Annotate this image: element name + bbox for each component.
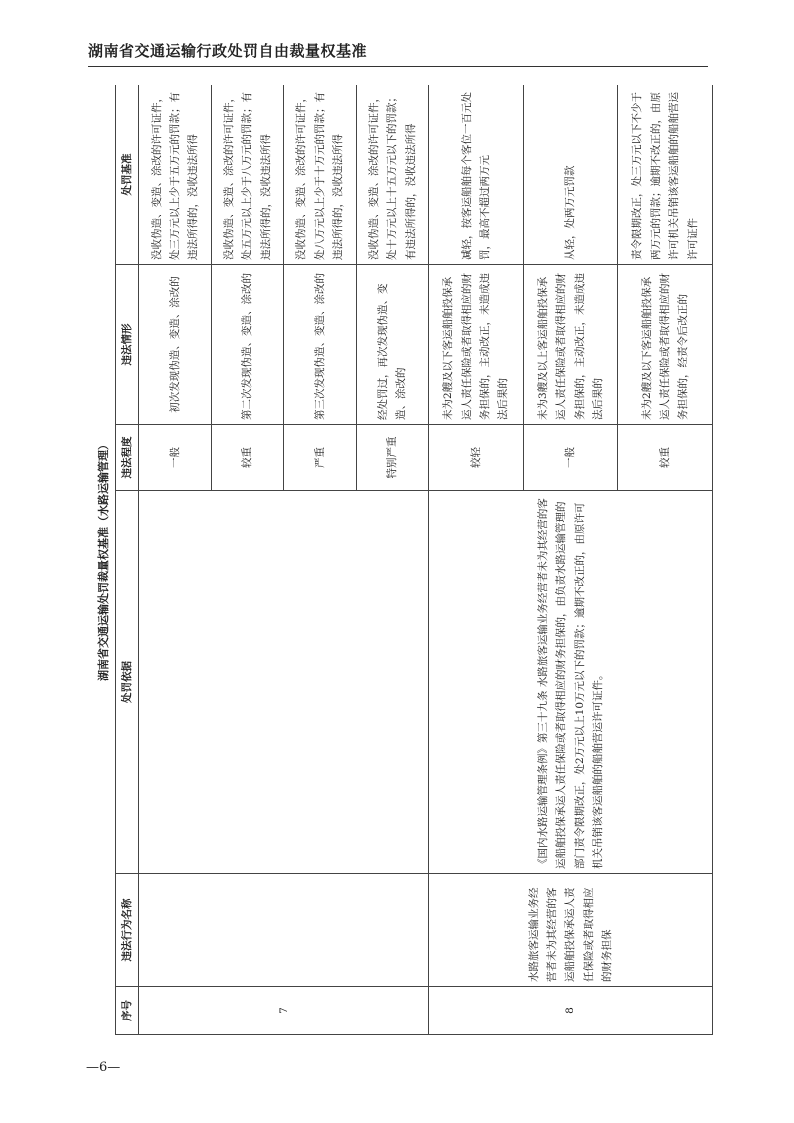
row8-name: 水路旅客运输业务经营者未为其经营的客运船舶投保承运人责任保险或者取得相应的财务担保 <box>429 874 713 987</box>
table-row <box>139 85 211 1035</box>
row8-seq: 8 <box>429 987 713 1035</box>
row7-circumstance: 经处罚过，再次发现伪造、变造、涂改的 <box>356 265 428 425</box>
row7-name <box>139 874 429 987</box>
row7-degree: 较重 <box>211 425 283 491</box>
row7-standard: 没收伪造、变造、涂改的许可证件，处八万元以上少于十万元的罚款；有违法所得的，没收违法所得 <box>284 85 356 265</box>
row8-basis: 《国内水路运输管理条例》第三十九条 水路旅客运输业务经营者未为其经营的客运船舶投保承运人责任保险或者取得相应的财务担保的，由负责水路运输管理的部门责令限期改正，处2万元以上10万元以下的罚款；逾期不改正的，由原许可机关吊销该客运船舶的船舶营运许可证件。 <box>429 491 713 874</box>
row7-standard: 没收伪造、变造、涂改的许可证件，处五万元以上少于八万元的罚款；有违法所得的，没收违法所得 <box>211 85 283 265</box>
table-caption: 湖南省交通运输处罚裁量权基准（水路运输管理） <box>97 439 110 681</box>
row7-circumstance: 第三次发现伪造、变造、涂改的 <box>284 265 356 425</box>
header-seq: 序号 <box>116 987 139 1035</box>
rotated-table-region <box>93 85 713 1035</box>
page-header-title: 湖南省交通运输行政处罚自由裁量权基准 <box>88 42 368 60</box>
penalty-standard-table <box>115 85 713 1035</box>
header-degree: 违法程度 <box>116 425 139 491</box>
header-circumstance: 违法情形 <box>116 265 139 425</box>
row8-degree: 一般 <box>523 425 618 491</box>
table-row <box>429 85 524 1035</box>
row7-standard: 没收伪造、变造、涂改的许可证件，处三万元以上少于五万元的罚款；有违法所得的，没收违法所得 <box>139 85 211 265</box>
rotated-table-canvas <box>93 85 713 1035</box>
row7-seq: 7 <box>139 987 429 1035</box>
header-standard: 处罚基准 <box>116 85 139 265</box>
row8-circumstance: 未为3艘及以上客运船舶投保承运人责任保险或者取得相应的财务担保的，主动改正，未造成违法后果的 <box>523 265 618 425</box>
row8-degree: 较轻 <box>429 425 524 491</box>
header-divider <box>88 66 708 67</box>
row7-circumstance: 第二次发现伪造、变造、涂改的 <box>211 265 283 425</box>
row8-standard: 责令限期改正，处三万元以下不少于两万元的罚款；逾期不改正的，由原许可机关吊销该客运船舶的船舶营运许可证件 <box>618 85 713 265</box>
row7-standard: 没收伪造、变造、涂改的许可证件，处十万元以上十五万元以下的罚款；有违法所得的，没收违法所得 <box>356 85 428 265</box>
row7-basis <box>139 491 429 874</box>
row7-degree: 严重 <box>284 425 356 491</box>
row8-standard: 从轻，处两万元罚款 <box>523 85 618 265</box>
header-basis: 处罚依据 <box>116 491 139 874</box>
row8-circumstance: 未为2艘及以下客运船舶投保承运人责任保险或者取得相应的财务担保的，主动改正，未造成违法后果的 <box>429 265 524 425</box>
header-name: 违法行为名称 <box>116 874 139 987</box>
row7-circumstance: 初次发现伪造、变造、涂改的 <box>139 265 211 425</box>
row7-degree: 特别严重 <box>356 425 428 491</box>
page-number: —6— <box>86 1060 121 1075</box>
table-header-row <box>116 85 139 1035</box>
row8-circumstance: 未为2艘及以下客运船舶投保承运人责任保险或者取得相应的财务担保的，经责令后改正的 <box>618 265 713 425</box>
row7-degree: 一般 <box>139 425 211 491</box>
row8-standard: 减轻，按客运船舶每个客位一百元处罚，最高不超过两万元 <box>429 85 524 265</box>
row8-degree: 较重 <box>618 425 713 491</box>
